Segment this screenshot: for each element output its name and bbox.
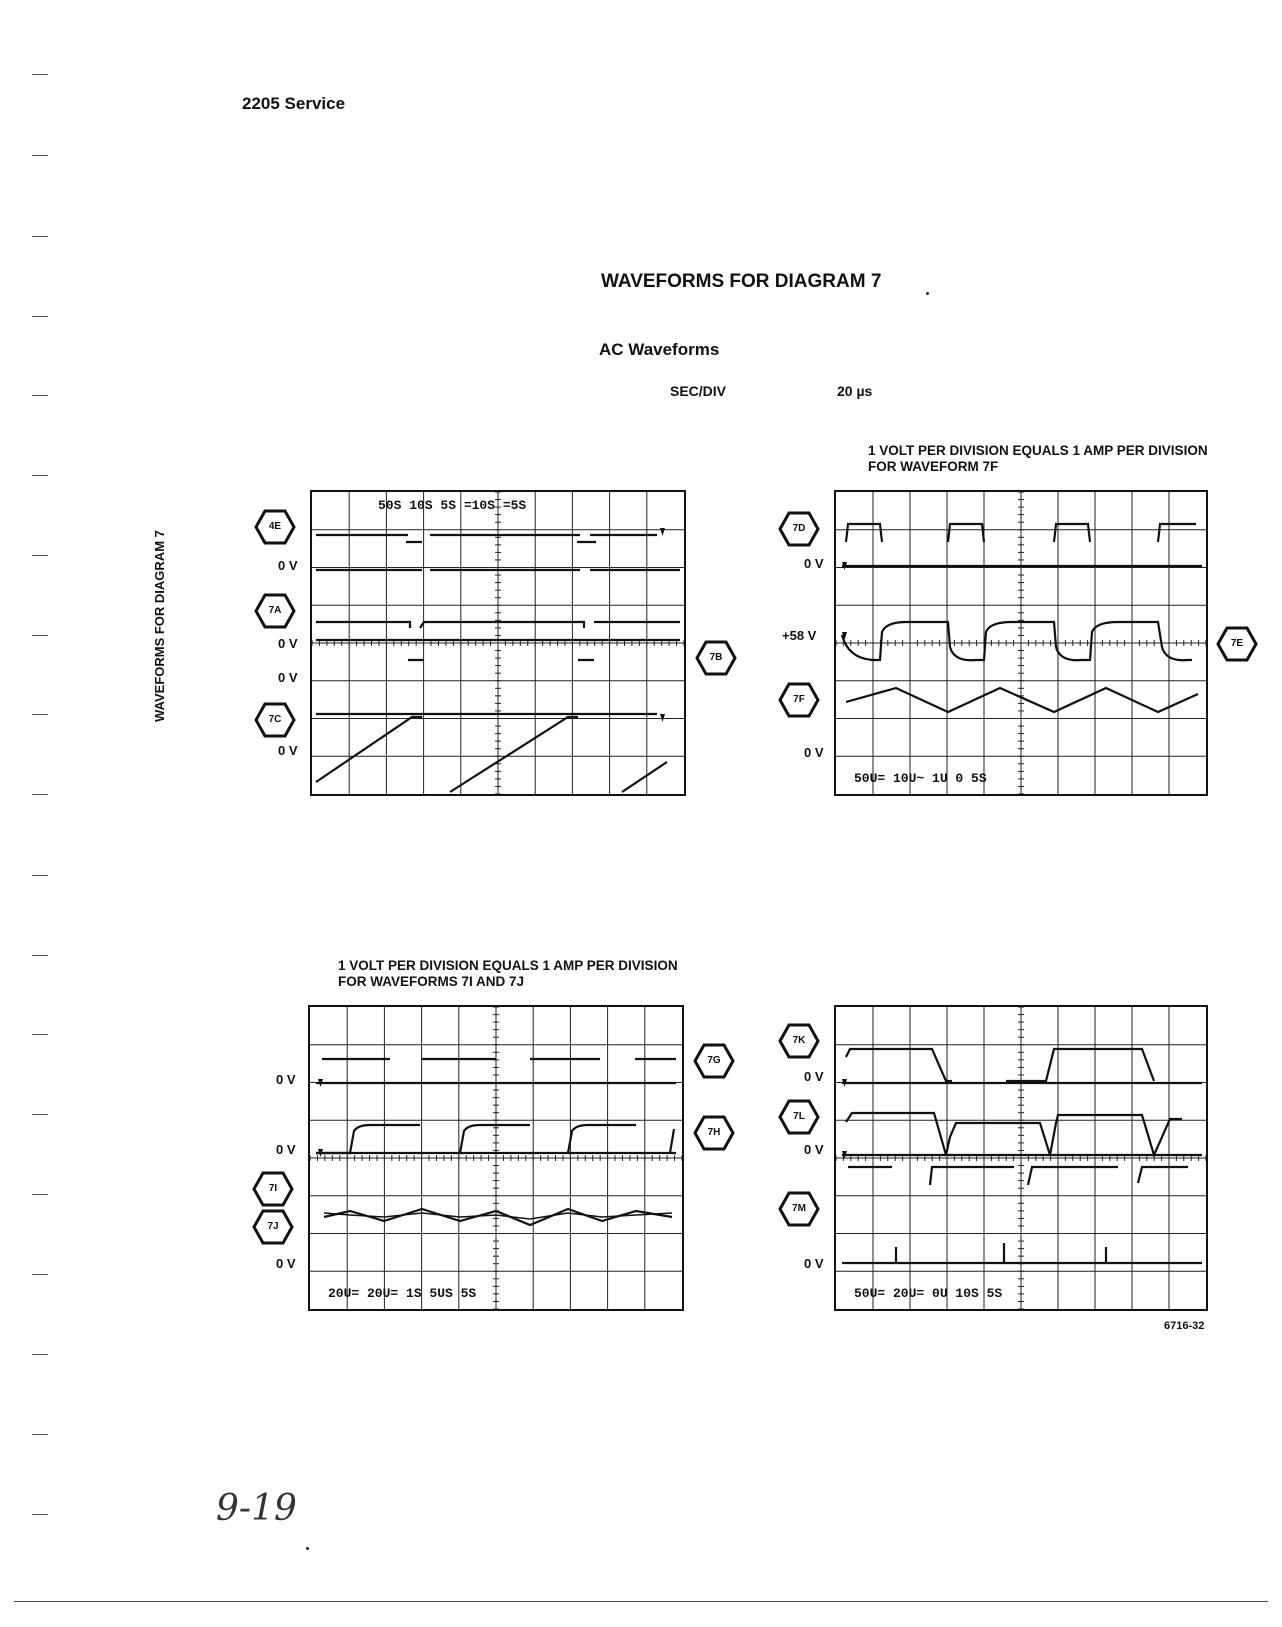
ground-marker-icon [660,528,665,722]
scope-display-4 [834,1005,1208,1311]
trace-7c-ramp [316,717,667,792]
probe-7j-icon [252,1209,294,1245]
scope-1-ground-markers [660,528,665,722]
scope-2-graphic [836,492,1206,794]
margin-tick [32,794,48,795]
s1-label-4e-zero: 0 V [278,558,298,573]
s1-label-7a-zero: 0 V [278,636,298,651]
margin-tick [32,955,48,956]
margin-tick [32,635,48,636]
section-subtitle: AC Waveforms [599,340,720,359]
scope-4-readout: 50U= 20U= 0U 10S 5S [854,1286,1003,1301]
scope-3-grid [310,1007,682,1309]
margin-tick [32,236,48,237]
trace-7k [846,1049,1154,1081]
trace-7m-baseline [842,1243,1202,1263]
scope-4-graphic [836,1007,1206,1309]
trace-4e [316,535,657,542]
page-header: 2205 Service [242,94,346,113]
s4-label-7l-zero: 0 V [804,1142,824,1157]
scope-3-ground-markers [318,1079,323,1157]
page-number: 9-19 [216,1488,297,1529]
side-label: WAVEFORMS FOR DIAGRAM 7 [152,530,167,722]
probe-7a-label: 7A [268,605,282,616]
sec-div-value: 20 µs [837,383,873,399]
margin-tick [32,1034,48,1035]
margin-tick [32,1434,48,1435]
probe-7d-label: 7D [792,523,806,534]
margin-tick [32,1114,48,1115]
probe-7g-icon [693,1043,735,1079]
ground-marker-icon [842,1079,847,1159]
s3-label-7h-zero: 0 V [276,1142,296,1157]
scope-2-readout: 50U= 10U~ 1U 0 5S [854,771,987,786]
margin-tick [32,74,48,75]
scope-2-grid [836,492,1206,794]
margin-tick [32,714,48,715]
probe-7m-label: 7M [792,1203,806,1214]
stray-dot [306,1547,309,1550]
probe-7f-label: 7F [793,694,805,705]
scope-display-2 [834,490,1208,796]
probe-7b-icon [695,640,737,676]
probe-7m-icon [778,1191,820,1227]
probe-7l-label: 7L [793,1111,805,1122]
s4-label-7k-zero: 0 V [804,1069,824,1084]
ground-marker-icon [318,1079,323,1157]
probe-7h-icon [693,1115,735,1151]
probe-7k-icon [778,1023,820,1059]
trace-7f [846,688,1198,712]
scope-1-readout: 50S 10S 5S =10S =5S [378,498,527,513]
probe-7l-icon [778,1099,820,1135]
probe-7c-label: 7C [268,714,282,725]
scope-3-readout: 20U= 20U= 1S 5US 5S [328,1286,477,1301]
probe-7b-label: 7B [709,652,723,663]
probe-7a-icon [254,593,296,629]
margin-tick [32,1274,48,1275]
probe-7c-icon [254,702,296,738]
probe-7i-icon [252,1171,294,1207]
trace-7h [316,1125,674,1153]
note-7ij: 1 VOLT PER DIVISION EQUALS 1 AMP PER DIVISION FOR WAVEFORMS 7I AND 7J [338,958,678,989]
scope-4-traces [842,1049,1202,1263]
sec-div-label: SEC/DIV [670,383,727,399]
scope-1-graphic [312,492,684,794]
margin-tick [32,316,48,317]
probe-7f-icon [778,682,820,718]
trace-7m [848,1167,1188,1185]
probe-7g-label: 7G [707,1055,721,1066]
s1-label-7b-zero: 0 V [278,670,298,685]
margin-tick [32,155,48,156]
margin-tick [32,395,48,396]
bottom-rule [14,1601,1268,1602]
scope-2-ground-markers [842,562,847,640]
margin-tick [32,1514,48,1515]
stray-dot [926,292,929,295]
probe-7j-label: 7J [267,1221,279,1232]
s2-label-7f-zero: 0 V [804,745,824,760]
margin-tick [32,875,48,876]
page-title: WAVEFORMS FOR DIAGRAM 7 [601,271,882,292]
probe-7k-label: 7K [792,1035,806,1046]
margin-tick [32,1194,48,1195]
scope-4-ground-markers [842,1079,847,1159]
s1-label-7c-zero: 0 V [278,743,298,758]
probe-7h-label: 7H [707,1127,721,1138]
s2-label-7d-zero: 0 V [804,556,824,571]
probe-7e-label: 7E [1230,638,1244,649]
s4-label-7m-zero: 0 V [804,1256,824,1271]
scope-3-graphic [310,1007,682,1309]
probe-7e-icon [1216,626,1258,662]
probe-7i-label: 7I [268,1183,278,1194]
note-7f: 1 VOLT PER DIVISION EQUALS 1 AMP PER DIVISION FOR WAVEFORM 7F [868,443,1208,474]
ground-marker-icon [842,562,847,640]
s3-label-7ij-zero: 0 V [276,1256,296,1271]
margin-tick [32,475,48,476]
margin-tick [32,555,48,556]
s3-label-7g-zero: 0 V [276,1072,296,1087]
scope-display-1 [310,490,686,796]
figure-number: 6716-32 [1164,1320,1205,1332]
probe-7d-icon [778,511,820,547]
scope-display-3 [308,1005,684,1311]
probe-4e-label: 4E [268,521,282,532]
probe-4e-icon [254,509,296,545]
scope-1-grid [312,492,684,794]
s2-label-7e-plus58: +58 V [782,628,817,643]
margin-tick [32,1354,48,1355]
